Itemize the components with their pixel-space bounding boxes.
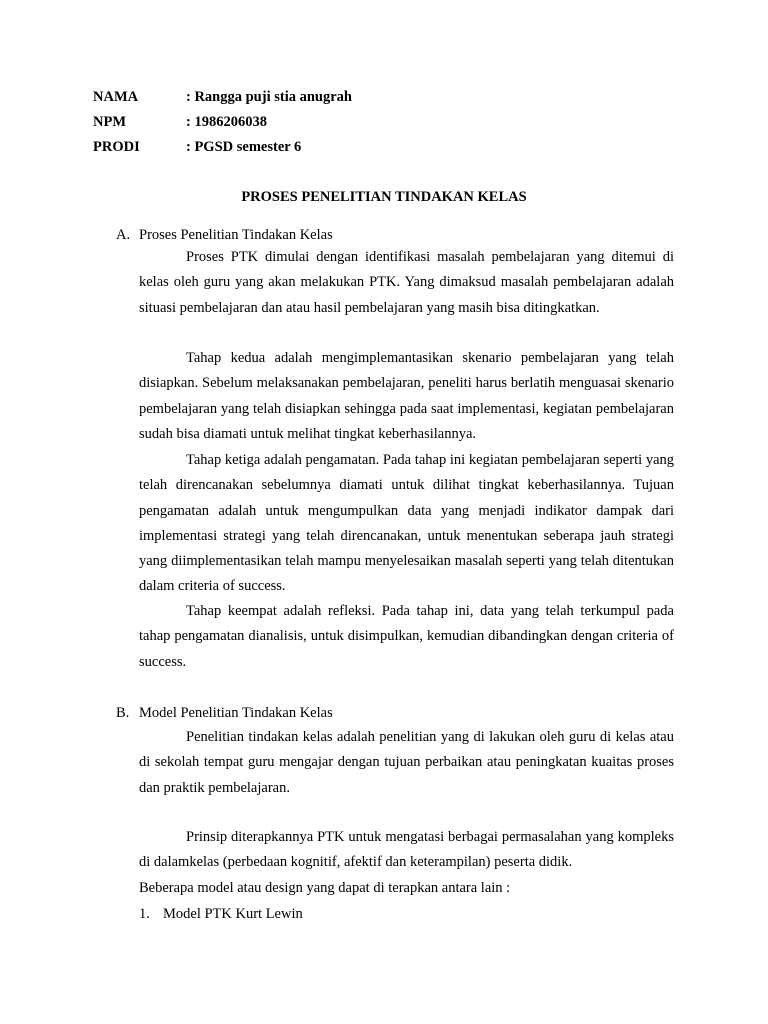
section-b-letter: B.	[116, 705, 130, 721]
section-b-paragraph-3: Beberapa model atau design yang dapat di terapkan antara lain :	[139, 880, 511, 896]
section-b-title: Model Penelitian Tindakan Kelas	[139, 705, 333, 721]
npm-label: NPM	[93, 114, 127, 130]
section-a-paragraph-3: Tahap ketiga adalah pengamatan. Pada tahap ini kegiatan pembelajaran seperti yang telah direncanakan sebelumnya diamati untuk dilihat tingkat keberhasilannya. Tujuan pengamatan adalah untuk mengumpulkan data yang menjadi indikator dampak dari implementasi strategi yang telah direncanakan, untuk menentukan seberapa jauh strategi yang diimplementasikan telah mampu menyelesaikan masalah seperti yang telah ditentukan dalam criteria of success.	[139, 452, 674, 595]
section-a-paragraph-2: Tahap kedua adalah mengimplemantasikan skenario pembelajaran yang telah disiapkan. Sebelum melaksanakan pembelajaran, peneliti harus berlatih menguasai skenario pembelajaran yang telah disiapkan sehingga pada saat implementasi, kegiatan pembelajaran sudah bisa diamati untuk melihat tingkat keberhasilannya.	[139, 350, 674, 442]
section-a-paragraph-1: Proses PTK dimulai dengan identifikasi masalah pembelajaran yang ditemui di kelas oleh guru yang akan melakukan PTK. Yang dimaksud masalah pembelajaran adalah situasi pembelajaran dan atau hasil pembelajaran yang masih bisa ditingkatkan.	[139, 249, 674, 316]
identity-name-row	[93, 88, 352, 106]
list-item-text: Model PTK Kurt Lewin	[163, 906, 303, 922]
list-item	[139, 905, 303, 923]
list-item-number: 1.	[139, 906, 150, 922]
section-b-paragraph-2: Prinsip diterapkannya PTK untuk mengatasi berbagai permasalahan yang kompleks di dalamkelas (perbedaan kognitif, afektif dan keterampilan) peserta didik.	[139, 829, 674, 871]
section-a-title: Proses Penelitian Tindakan Kelas	[139, 227, 333, 243]
name-label: NAMA	[93, 89, 139, 105]
identity-npm-row	[93, 113, 267, 131]
identity-prodi-row	[93, 138, 301, 156]
section-b-paragraph-1: Penelitian tindakan kelas adalah penelitian yang di lakukan oleh guru di kelas atau di sekolah tempat guru mengajar dengan tujuan perbaikan atau peningkatan kuaitas proses dan praktik pembelajaran.	[139, 729, 674, 796]
section-a-letter: A.	[116, 227, 131, 243]
section-a-paragraph-4: Tahap keempat adalah refleksi. Pada tahap ini, data yang telah terkumpul pada tahap pengamatan dianalisis, untuk disimpulkan, kemudian dibandingkan dengan criteria of success.	[139, 603, 674, 670]
prodi-label: PRODI	[93, 139, 140, 155]
section-a-heading	[116, 226, 333, 244]
name-value: : Rangga puji stia anugrah	[186, 89, 352, 105]
document-title: PROSES PENELITIAN TINDAKAN KELAS	[241, 189, 527, 205]
npm-value: : 1986206038	[186, 114, 267, 130]
section-b-heading	[116, 704, 333, 722]
prodi-value: : PGSD semester 6	[186, 139, 302, 155]
